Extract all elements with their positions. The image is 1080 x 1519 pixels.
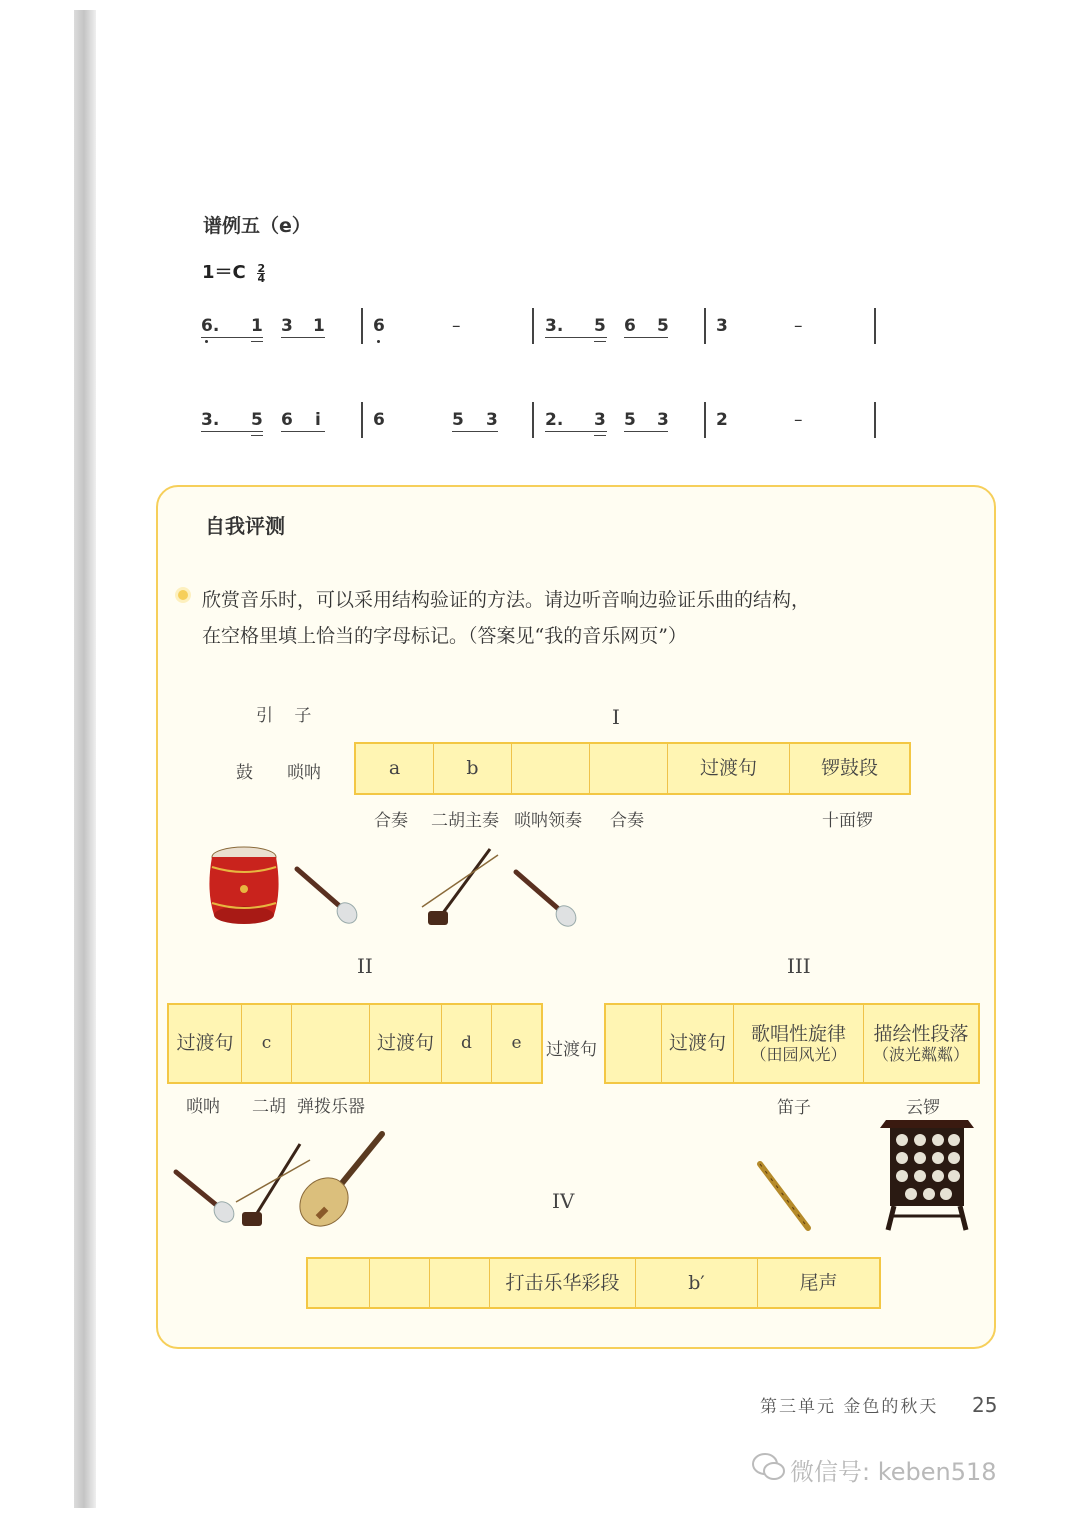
section-III-label: III [787,954,811,978]
section-I-cell: 过渡句 [668,744,790,793]
note: 2. [545,410,564,430]
book-spine-shadow [74,10,96,1508]
section-II-cell: d [442,1005,492,1082]
yunluo-image [878,1118,978,1234]
section-II-label: II [357,954,373,978]
note: 5 [657,316,669,336]
section-II-cell: e [511,1033,522,1054]
note: 2 [716,410,728,430]
section-II-row [167,1003,543,1084]
note: 1 [251,316,263,336]
note: 1 [313,316,325,336]
intro-drum-label: 鼓 [236,763,253,783]
suona-image [293,865,363,927]
drum-image [206,845,286,927]
section-III-blank[interactable] [606,1005,662,1082]
section-III-cell: 描绘性段落 （波光粼粼） [872,1022,969,1065]
section-III-cell: 歌唱性旋律 （田园风光） [734,1005,864,1082]
time-signature: $\frac{2}{4}$ [257,261,266,285]
key-signature [202,258,265,284]
note: 3 [486,410,498,430]
note: 5 [251,410,263,430]
instrument-label: 唢呐领奏 [514,811,582,831]
note: 3 [716,316,728,336]
section-I-row [354,742,911,795]
instrument-label: 合奏 [610,811,644,831]
note: 6 [373,410,385,430]
section-IV-label: IV [552,1189,575,1213]
note: 3 [281,316,293,336]
section-IV-blank[interactable] [370,1259,430,1307]
instruction-text: 欣赏音乐时，可以采用结构验证的方法。请边听音响边验证乐曲的结构， 在空格里填上恰当的字母标记。（答案见“我的音乐网页”） [202,589,811,647]
note-high-1: i [315,410,321,430]
instrument-label: 唢呐 [186,1097,220,1117]
section-III-cell: 过渡句 [662,1005,734,1082]
section-II-blank[interactable] [292,1005,370,1082]
note: 3. [545,316,564,336]
section-I-label: I [612,705,620,729]
section-II-cell: c [242,1005,292,1082]
note: 6. [201,316,220,336]
section-II-cell: 过渡句 [370,1005,442,1082]
dash: – [452,316,461,336]
instrument-label: 合奏 [374,811,408,831]
bullet-icon [178,590,188,600]
key-label: 1＝C [202,262,246,283]
note: 3. [201,410,220,430]
dizi-image [754,1160,816,1234]
section-IV-blank[interactable] [308,1259,370,1307]
dash: – [794,316,803,336]
section-III-row [604,1003,980,1084]
section-IV-blank[interactable] [430,1259,490,1307]
section-IV-row [306,1257,881,1309]
note: 3 [657,410,669,430]
instrument-label: 十面锣 [822,811,873,831]
section-I-cell: 锣鼓段 [820,757,878,780]
note: 5 [452,410,464,430]
section-I-blank[interactable] [590,744,668,793]
watermark: 微信号: keben518 [790,1458,997,1486]
dash: – [794,410,803,430]
intro-label: 引 子 [256,706,320,726]
instrument-label: 笛子 [777,1098,811,1118]
note: 5 [594,316,606,336]
note: 6 [624,316,636,336]
pipa-image [294,1128,394,1232]
instrument-label: 云锣 [906,1098,940,1118]
section-II-cell: 过渡句 [169,1005,242,1082]
instrument-label: 二胡主奏 [431,811,499,831]
erhu-image [416,845,502,931]
note: 3 [594,410,606,430]
section-IV-cell: 打击乐华彩段 [490,1259,636,1307]
unit-footer: 第三单元 金色的秋天 [760,1397,939,1417]
section-IV-cell: b′ [636,1259,758,1307]
between-transition-label: 过渡句 [546,1040,597,1060]
instrument-label: 二胡 [252,1097,286,1117]
section-I-blank[interactable] [512,744,590,793]
suona-image [512,868,582,930]
section-I-cell: a [356,744,434,793]
note: 5 [624,410,636,430]
intro-suona-label: 唢呐 [287,763,321,783]
assessment-title: 自我评测 [205,514,285,538]
section-I-cell: b [434,744,512,793]
section-IV-cell: 尾声 [799,1271,838,1294]
note: 6 [373,316,385,336]
instrument-label: 弹拨乐器 [297,1097,365,1117]
page-number: 25 [972,1393,998,1417]
example-title: 谱例五（e） [203,215,311,237]
wechat-icon [752,1452,786,1482]
note: 6 [281,410,293,430]
